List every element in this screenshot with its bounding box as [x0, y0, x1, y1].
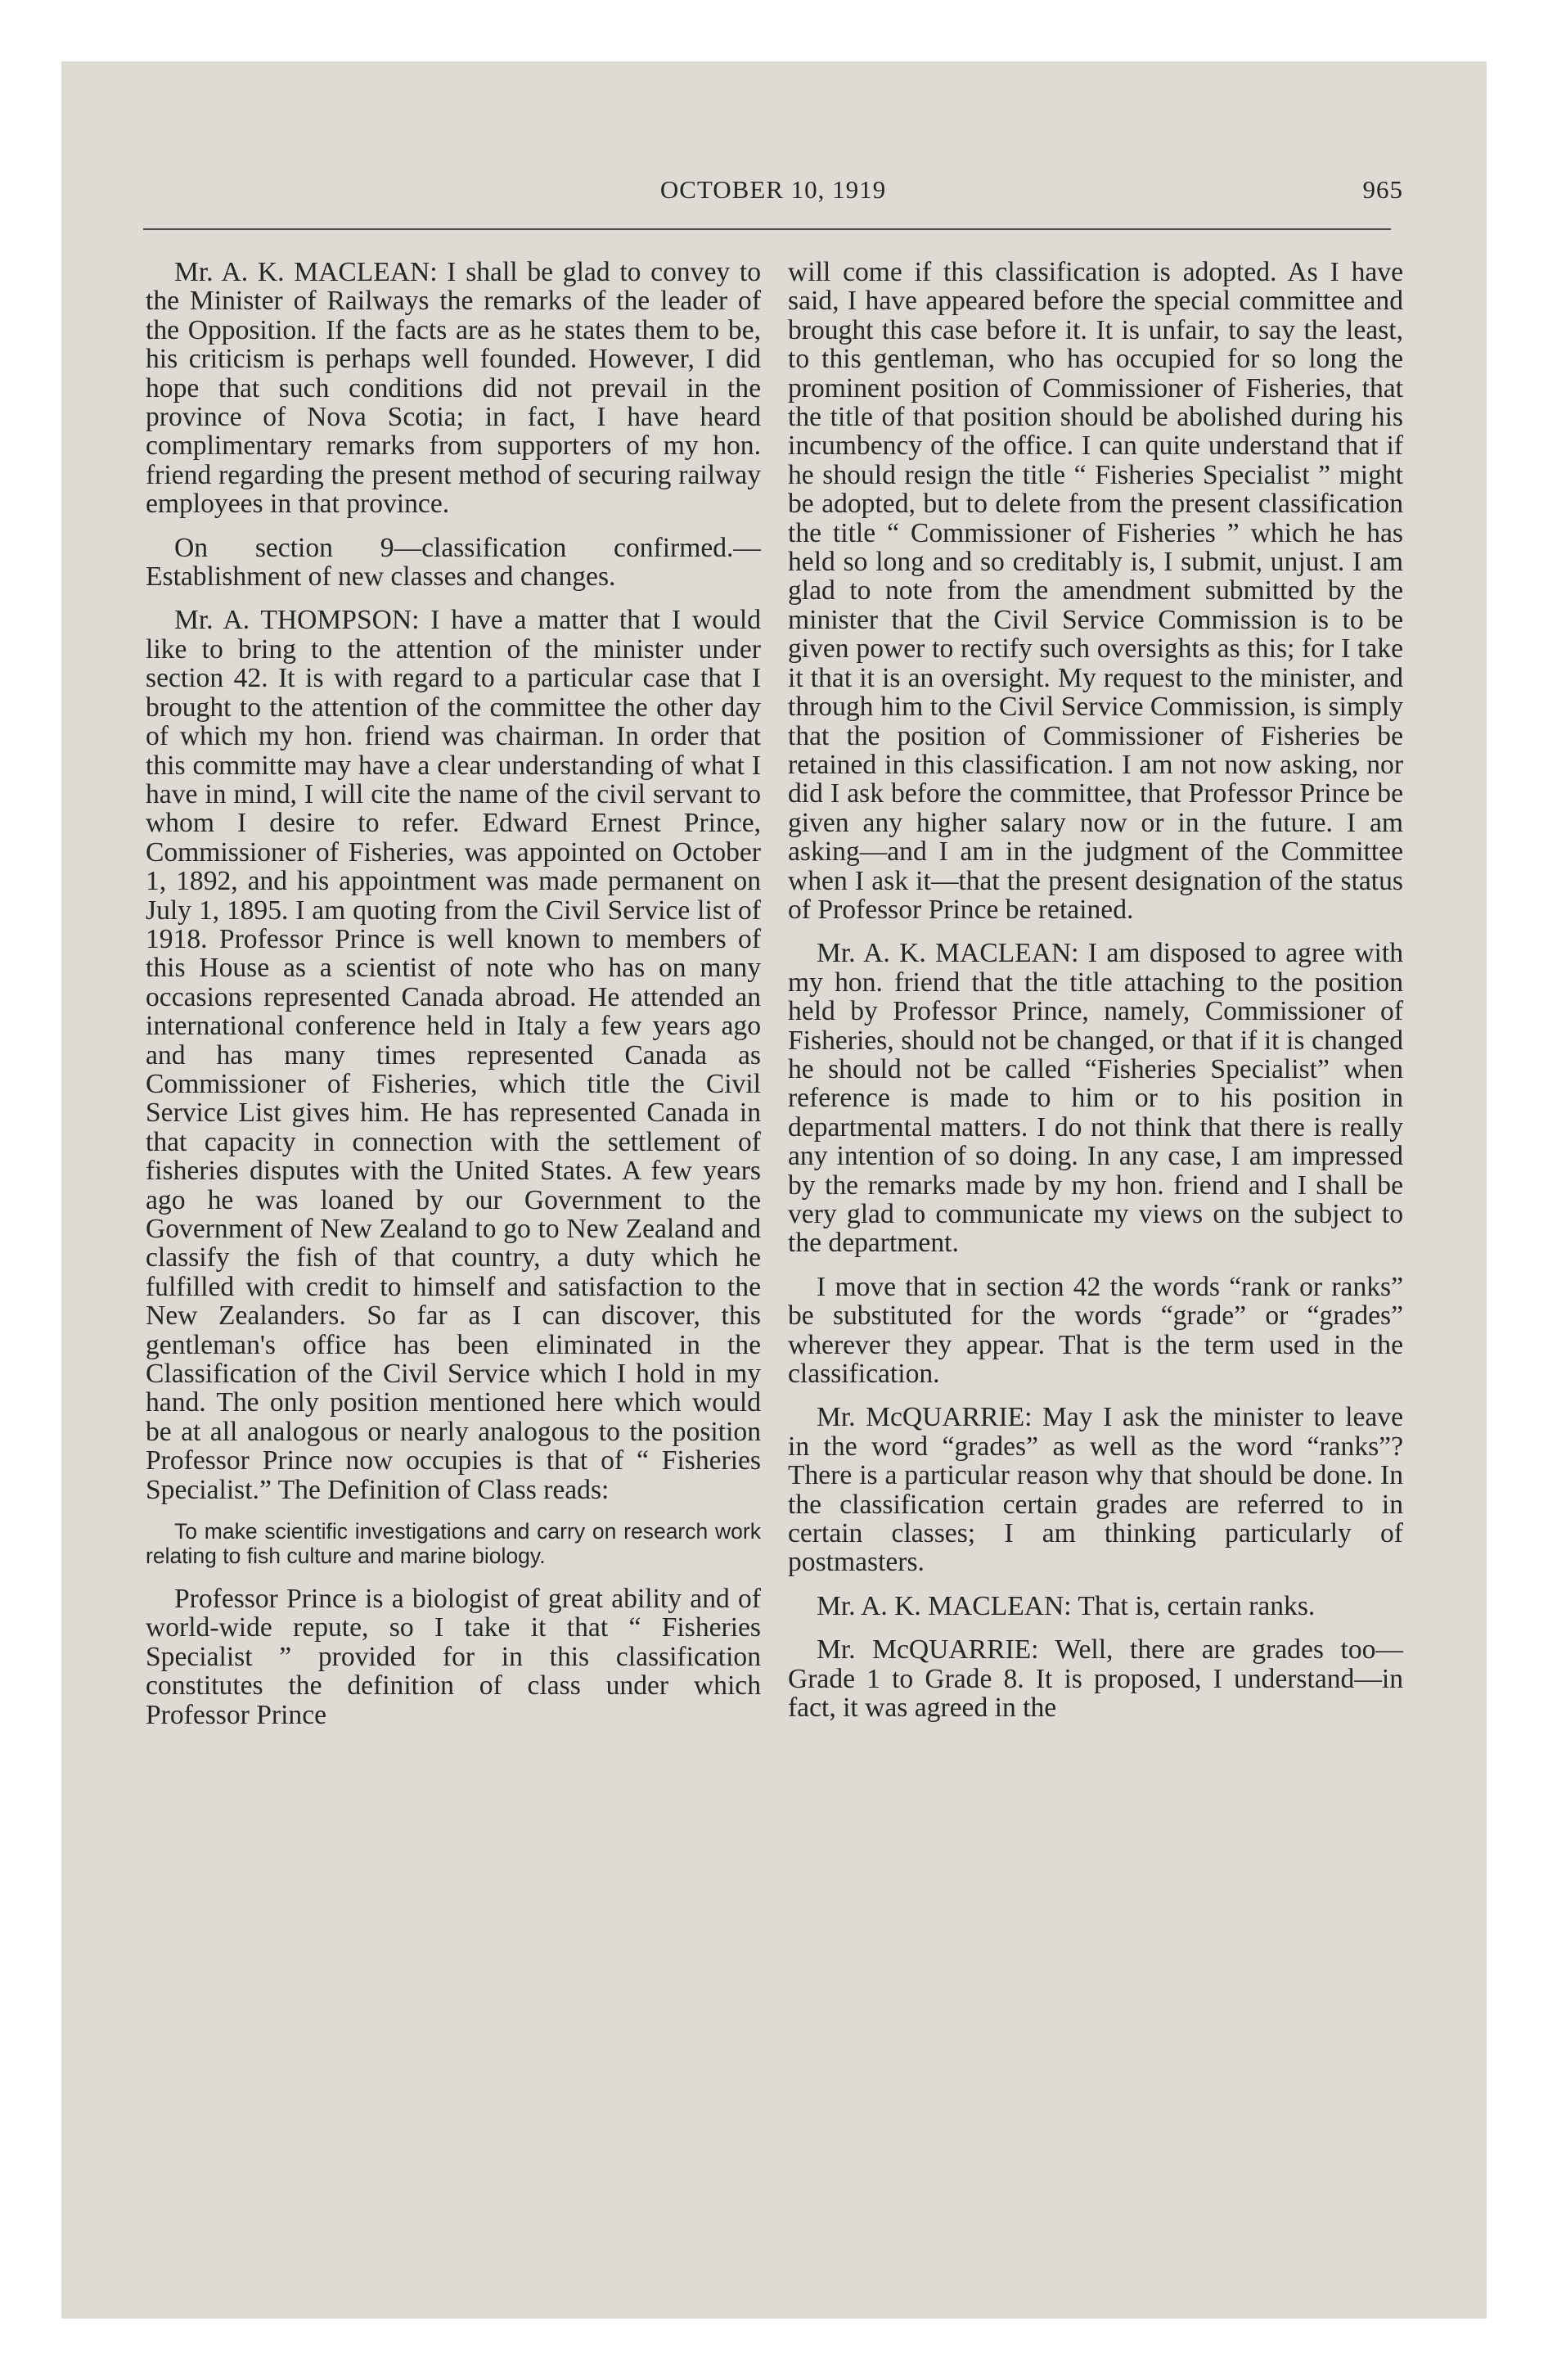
paragraph: I move that in section 42 the words “rank or ranks” be substituted for the words “grade” or “grades” wherever they appear. That is the term used in the classification.: [788, 1271, 1403, 1390]
paragraph: Mr. A. THOMPSON: I have a matter that I would like to bring to the attention of the minister under section 42. It is with regard to a particular case that I brought to the attention of the committee the other day of which my hon. friend was chairman. In order that this committe may have a clear understanding of what I have in mind, I will cite the name of the civil servant to whom I desire to refer. Edward Ernest Prince, Commissioner of Fisheries, was appointed on October 1, 1892, and his appointment was made permanent on July 1, 1895. I am quoting from the Civil Service list of 1918. Professor Prince is well known to members of this House as a scientist of note who has on many occasions represented Canada abroad. He attended an international conference held in Italy a few years ago and has many times represented Canada as Commissioner of Fisheries, which title the Civil Service List gives him. He has represented Canada in that capacity in connection with the settlement of fisheries disputes with the United States. A few years ago he was loaned by our Government to the Government of New Zealand to go to New Zealand and classify the fish of that country, a duty which he fulfilled with credit to himself and satisfaction to the New Zealanders. So far as I can discover, this gentleman's office has been eliminated in the Classification of the Civil Service which I hold in my hand. The only position mentioned here which would be at all analogous or nearly analogous to the position Professor Prince now occupies is that of “ Fisheries Specialist.” The Definition of Class reads:: [146, 605, 761, 1505]
paragraph: On section 9—classification confirmed.—Establishment of new classes and changes.: [146, 532, 761, 593]
paragraph: will come if this classification is adopted. As I have said, I have appeared before the special committee and brought this case before it. It is unfair, to say the least, to this gentleman, who has occupied for so long the prominent position of Commissioner of Fisheries, that the title of that position should be abolished during his incumbency of the office. I can quite understand that if he should resign the title “ Fisheries Specialist ” might be adopted, but to delete from the present classification the title “ Commissioner of Fisheries ” which he has held so long and so creditably is, I submit, unjust. I am glad to note from the amendment submitted by the minister that the Civil Service Commission is to be given power to rectify such oversights as this; for I take it that it is an oversight. My request to the minister, and through him to the Civil Service Commission, is simply that the position of Commissioner of Fisheries be retained in this classification. I am not now asking, nor did I ask before the committee, that Professor Prince be given any higher salary now or in the future. I am asking—and I am in the judgment of the Committee when I ask it—that the present designation of the status of Professor Prince be retained.: [788, 257, 1403, 925]
left-column: [146, 258, 761, 1744]
block-quote: To make scientific investigations and carry on research work relating to fish culture and marine biology.: [146, 1519, 761, 1569]
paragraph: Mr. McQUARRIE: Well, there are grades too—Grade 1 to Grade 8. It is proposed, I understand—in fact, it was agreed in the: [788, 1634, 1403, 1724]
paragraph: Professor Prince is a biologist of great ability and of world-wide repute, so I take it that “ Fisheries Specialist ” provided for in this classification constitutes the definition of class under which Professor Prince: [146, 1584, 761, 1730]
header-rule: [143, 228, 1391, 230]
page-date: OCTOBER 10, 1919: [659, 175, 887, 204]
page-header: [143, 175, 1403, 208]
paragraph: Mr. McQUARRIE: May I ask the minister to leave in the word “grades” as well as the word “ranks”? There is a particular reason why that should be done. In the classification certain grades are referred to in certain classes; I am thinking particularly of postmasters.: [788, 1402, 1403, 1578]
paragraph: Mr. A. K. MACLEAN: I am disposed to agree with my hon. friend that the title attaching to the position held by Professor Prince, namely, Commissioner of Fisheries, should not be changed, or that if it is changed he should not be called “Fisheries Specialist” when reference is made to him or to his position in departmental matters. I do not think that there is really any intention of so doing. In any case, I am impressed by the remarks made by my hon. friend and I shall be very glad to communicate my views on the subject to the department.: [788, 938, 1403, 1259]
right-column: [788, 258, 1403, 1738]
paragraph: Mr. A. K. MACLEAN: I shall be glad to convey to the Minister of Railways the remarks of the leader of the Opposition. If the facts are as he states them to be, his criticism is perhaps well founded. However, I did hope that such conditions did not prevail in the province of Nova Scotia; in fact, I have heard complimentary remarks from supporters of my hon. friend regarding the present method of securing railway employees in that province.: [146, 257, 761, 520]
page-number: 965: [1362, 175, 1403, 204]
paragraph: Mr. A. K. MACLEAN: That is, certain ranks.: [817, 1590, 1316, 1621]
